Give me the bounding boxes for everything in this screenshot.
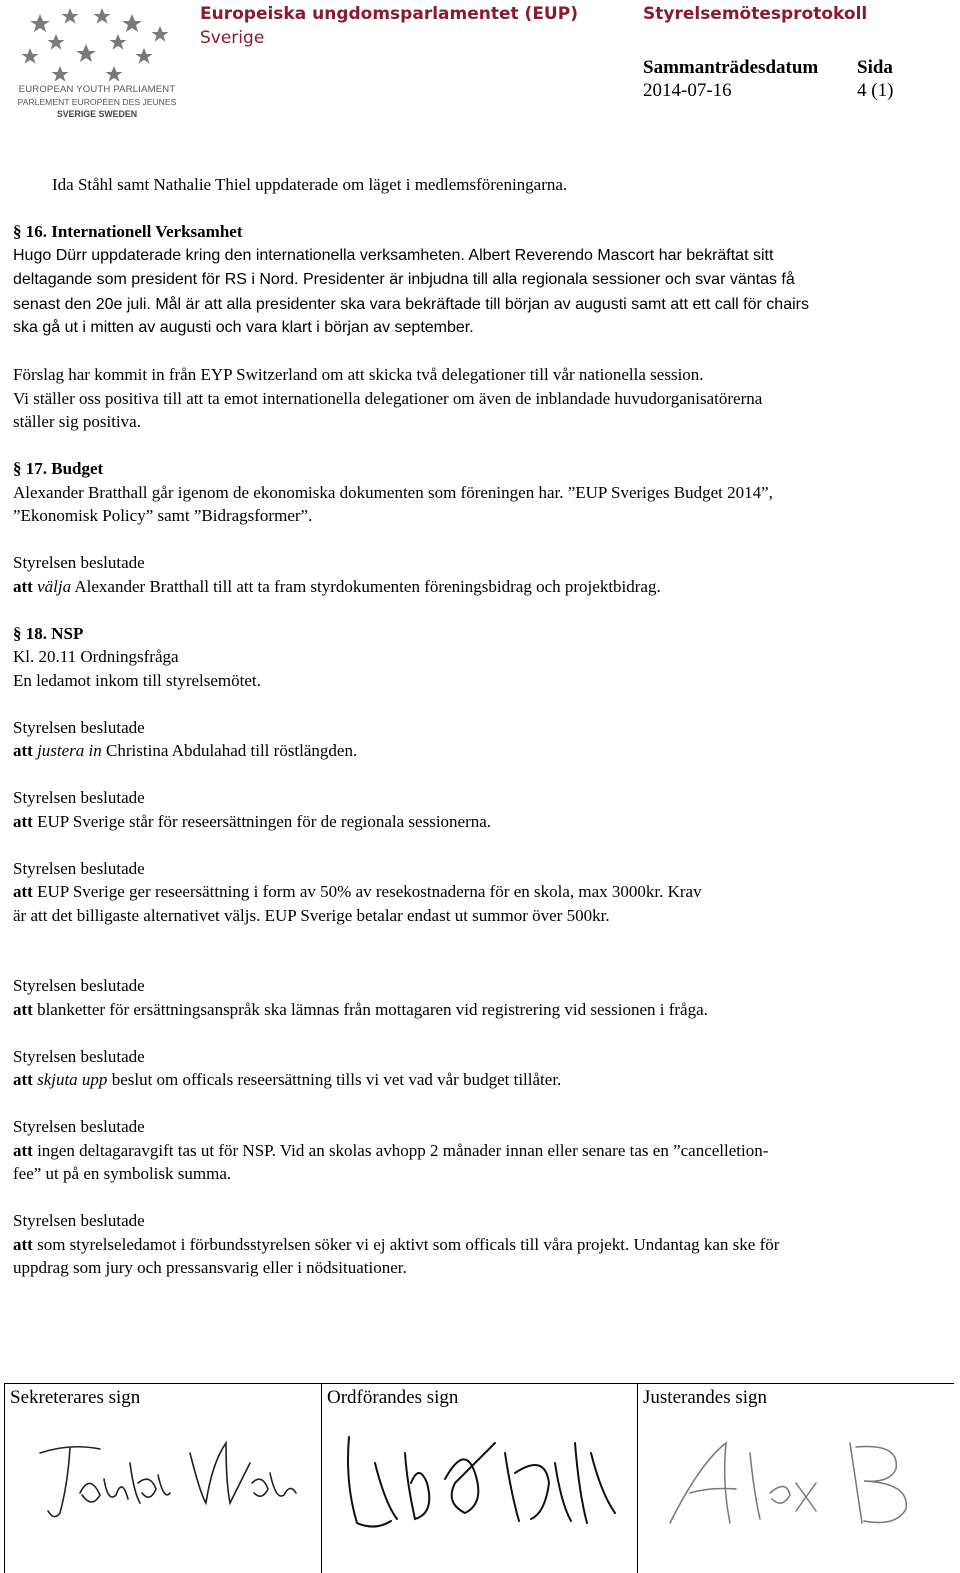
decision-1: att justera in Christina Abdulahad till röstlängden. [13, 741, 358, 760]
secretary-sign-label: Sekreterares sign [10, 1387, 141, 1408]
decision-4: att blanketter för ersättningsanspråk ska lämnas från mottagaren vid registrering vid sessionen i fråga. [13, 999, 708, 1019]
paragraph-symbol: § [13, 459, 22, 478]
page-label: Sida [857, 57, 893, 78]
section-17-heading [13, 457, 948, 481]
section-16-line-2: deltagande som president för RS i Nord. Presidenter är inbjudna till alla regionala sessioner och svar väntas få [13, 271, 795, 288]
document-type: Styrelsemötesprotokoll [643, 4, 868, 24]
protocol-body [13, 173, 948, 1280]
decision-6-line-1: att ingen deltagaravgift tas ut för NSP. Vid an skolas avhopp 2 månader innan eller senare tas en ”cancelletion- [13, 1140, 769, 1160]
section-16-heading [13, 220, 948, 244]
decision-7-line-2: uppdrag som jury och pressansvarig eller i nödsituationer. [13, 1258, 407, 1277]
section-16-line-6: Vi ställer oss positiva till att ta emot internationella delegationer om även de inblandade huvudorganisatörerna [13, 388, 763, 408]
secretary-column [4, 1383, 5, 1573]
decision-7-line-1: att som styrelseledamot i förbundsstyrelsen söker vi ej aktivt som officals till våra projekt. Undantag kan ske för [13, 1234, 780, 1254]
section-17-title: 17. Budget [25, 459, 104, 478]
decision-budget: att välja Alexander Bratthall till att ta fram styrdokumenten föreningsbidrag och projektbidrag. [13, 576, 661, 596]
star-circle-icon [10, 4, 190, 88]
page-value: 4 (1) [857, 80, 894, 101]
section-18-heading [13, 622, 948, 646]
section-17-line-1: Alexander Bratthall går igenom de ekonomiska dokumenten som föreningen har. ”EUP Sveriges Budget 2014”, [13, 482, 773, 502]
logo-line-1: EUROPEAN YOUTH PARLIAMENT [18, 84, 176, 95]
decision-3-line-1: att EUP Sverige ger reseersättning i form av 50% av resekostnaderna för en skola, max 3000kr. Krav [13, 882, 702, 901]
section-18-title: 18. NSP [25, 623, 84, 643]
country-name: Sverige [200, 28, 265, 48]
paragraph-members: Ida Ståhl samt Nathalie Thiel uppdaterade om läget i medlemsföreningarna. [52, 175, 568, 194]
decision-label: Styrelsen beslutade [13, 1046, 145, 1066]
logo-stars [22, 8, 169, 82]
logo-line-3: SVERIGE SWEDEN [56, 109, 138, 119]
decision-6-line-2: fee” ut på en symbolisk summa. [13, 1164, 232, 1183]
decision-3-line-2: är att det billigaste alternativet väljs. EUP Sverige betalar endast ut summor över 500kr. [13, 905, 610, 925]
signature-footer [0, 1383, 960, 1573]
section-16-line-7: ställer sig positiva. [13, 412, 141, 431]
date-value: 2014-07-16 [643, 80, 732, 101]
adjuster-signature [650, 1423, 940, 1543]
date-label: Sammanträdesdatum [643, 57, 819, 78]
section-16-line-3: senast den 20e juli. Mål är att alla presidenter ska vara bekräftade till början av augusti samt att ett call för chairs [13, 295, 809, 313]
footer-rule [4, 1383, 954, 1384]
decision-label: Styrelsen beslutade [13, 717, 145, 737]
adjuster-sign-label: Justerandes sign [643, 1387, 768, 1408]
decision-label: Styrelsen beslutade [13, 553, 145, 572]
chair-signature [335, 1423, 625, 1543]
section-18-line-1: Kl. 20.11 Ordningsfråga [13, 647, 179, 666]
decision-label: Styrelsen beslutade [13, 976, 145, 995]
decision-2: att EUP Sverige står för reseersättningen för de regionala sessionerna. [13, 811, 492, 831]
decision-label: Styrelsen beslutade [13, 858, 145, 878]
section-18-line-2: En ledamot inkom till styrelsemötet. [13, 670, 261, 690]
decision-label: Styrelsen beslutade [13, 1211, 145, 1230]
logo-line-2: PARLEMENT EUROPÉEN DES JEUNES [17, 97, 177, 107]
decision-label: Styrelsen beslutade [13, 788, 145, 807]
section-16-title: 16. Internationell Verksamhet [25, 222, 243, 241]
decision-label: Styrelsen beslutade [13, 1117, 145, 1136]
section-17-line-2: ”Ekonomisk Policy” samt ”Bidragsformer”. [13, 506, 313, 525]
section-16-line-4: ska gå ut i mitten av augusti och vara klart i början av september. [13, 319, 474, 336]
section-16-line-1: Hugo Dürr uppdaterade kring den internationella verksamheten. Albert Reverendo Mascort har bekräftat sitt [13, 246, 774, 264]
section-16-line-5: Förslag har kommit in från EYP Switzerland om att skicka två delegationer till vår nationella session. [13, 365, 704, 384]
organisation-name: Europeiska ungdomsparlamentet (EUP) [200, 4, 578, 24]
paragraph-symbol: § [13, 623, 22, 643]
chair-column [321, 1383, 322, 1573]
decision-5: att skjuta upp beslut om officals reseersättning tills vi vet vad vår budget tillåter. [13, 1070, 562, 1089]
page-header [0, 0, 960, 130]
adjuster-column [637, 1383, 638, 1573]
paragraph-symbol: § [13, 222, 22, 241]
chair-sign-label: Ordförandes sign [327, 1387, 459, 1408]
secretary-signature [30, 1423, 310, 1533]
